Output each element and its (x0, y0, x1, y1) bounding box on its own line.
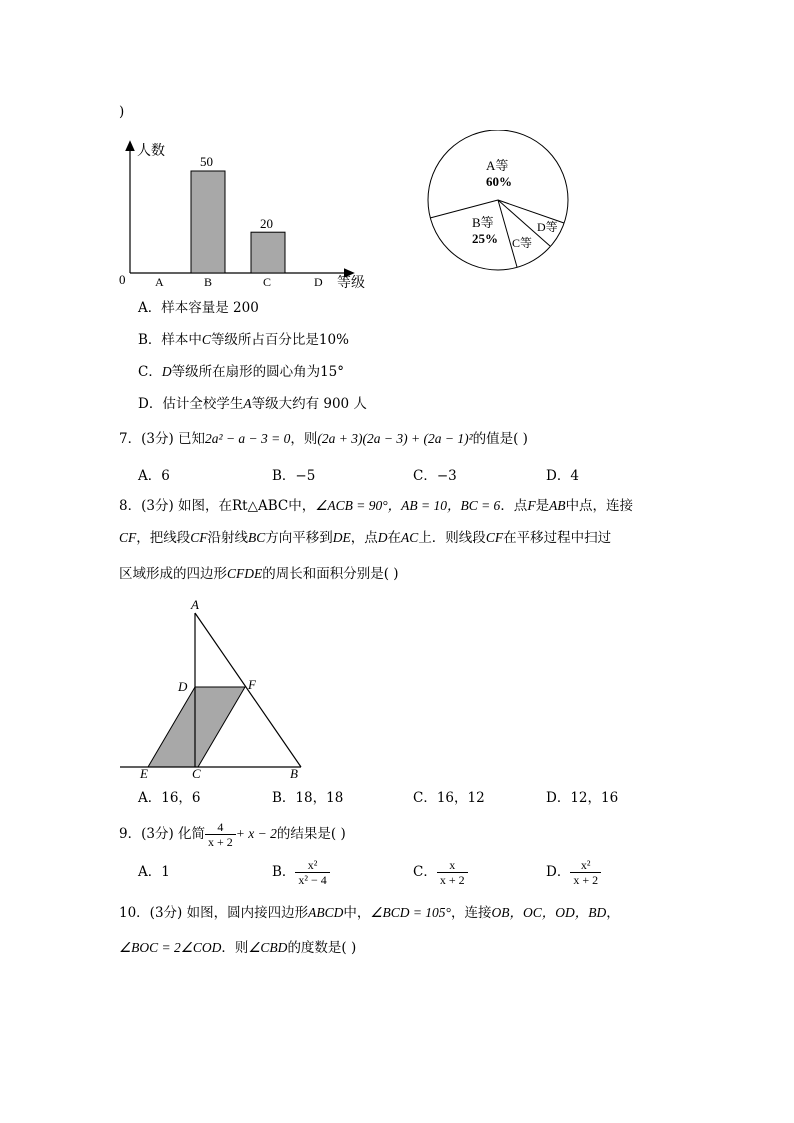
q8-l2-a: ，把线段 (136, 530, 191, 546)
q8-l2-f: 上．则线段 (418, 530, 486, 546)
q9-c-den: x + 2 (437, 872, 468, 887)
x-tick-b: B (204, 275, 213, 289)
q6-d-var: A (243, 396, 252, 411)
q7-stem (119, 429, 528, 449)
q9-stem-mid: + x − 2 (235, 826, 277, 841)
q8-l2-ac: AC (401, 530, 419, 545)
q10-l1-a: 中， (343, 905, 371, 921)
q9-stem (119, 819, 346, 849)
pie-label-d: D等 (537, 220, 558, 234)
point-d-label: D (178, 679, 188, 694)
q9-stem-pre: 9．(3分) 化简 (119, 826, 206, 842)
q7-option-d[interactable]: D．4 (546, 468, 579, 484)
q8-l2-g: 在平移过程中扫过 (503, 530, 612, 546)
point-c-label: C (192, 766, 201, 781)
q8-l3-cfde: CFDE (227, 566, 263, 581)
q10-l1-c: ， (606, 905, 620, 921)
q8-l1-is: 是 (535, 498, 550, 514)
q9-frac-num: 4 (217, 820, 224, 834)
q8-l2-de: DE (332, 530, 351, 545)
q6-b-post: 等级所占百分比是10% (210, 332, 349, 348)
q6-c-var: D (161, 364, 172, 379)
x-tick-c: C (263, 275, 272, 289)
q8-l2-b: 沿射线 (207, 530, 249, 546)
x-tick-d: D (314, 275, 323, 289)
q9-c-fraction (437, 858, 468, 887)
bar-c (251, 232, 285, 273)
x-tick-a: A (155, 275, 164, 289)
q8-l1-pre: 8．(3分) 如图，在Rt△ABC中， (119, 498, 316, 514)
q6-b-pre: B．样本中 (138, 332, 202, 348)
bar-value-label-b: 50 (200, 154, 213, 169)
q8-l2-e: 在 (387, 530, 402, 546)
q9-b-num: x² (307, 858, 318, 872)
q9-d-fraction (570, 858, 601, 887)
q8-l2-cf3: CF (485, 530, 504, 545)
q10-l1-b: ，连接 (450, 905, 492, 921)
pie-label-c: C等 (512, 236, 533, 250)
q7-stem-post: 的值是( ) (472, 431, 528, 447)
shaded-quadrilateral-cfde (148, 687, 245, 767)
pie-label-a: A等 (486, 158, 509, 173)
q6-option-a-text: A．样本容量是 200 (138, 300, 259, 316)
q6-d-post: 等级大约有 900 人 (251, 396, 367, 412)
q8-l1-mid: ．点 (500, 498, 528, 514)
q8-option-b[interactable]: B．18，18 (272, 790, 344, 806)
x-axis-label: 等级 (337, 276, 365, 291)
q9-d-den: x + 2 (570, 872, 601, 887)
q9-d-label: D． (546, 864, 571, 880)
q8-l1-ab: AB (549, 498, 566, 513)
q8-l3-b: 的周长和面积分别是( ) (262, 566, 399, 582)
point-b-label: B (290, 766, 298, 781)
q8-triangle-figure (115, 595, 315, 785)
bar-b (191, 171, 225, 273)
q8-l2-bc: BC (248, 530, 266, 545)
pie-chart (420, 130, 580, 280)
q7-option-a[interactable]: A．6 (138, 468, 170, 484)
q9-option-d[interactable] (546, 855, 601, 889)
q7-stem-pre: 7．(3分) 已知 (119, 431, 206, 447)
q8-stem-line-3 (119, 564, 399, 584)
pie-pct-b: 25% (472, 231, 498, 246)
q8-l1-math: ∠ACB = 90°，AB = 10，BC = 6 (315, 498, 501, 513)
origin-label: 0 (119, 272, 126, 287)
q7-option-b[interactable]: B．−5 (272, 468, 316, 484)
q8-l1-f: F (527, 498, 536, 513)
q6-c-pre: C． (138, 364, 162, 380)
q9-c-num: x (449, 858, 456, 872)
q10-stem-line-2 (119, 938, 356, 958)
q6-d-pre: D．估计全校学生 (138, 396, 244, 412)
q8-l2-c: 方向平移到 (265, 530, 333, 546)
q7-expression: (2a + 3)(2a − 3) + (2a − 1)² (317, 431, 473, 446)
q8-l2-d: ，点 (350, 530, 378, 546)
q10-stem-line-1 (119, 903, 620, 923)
q8-option-c[interactable]: C．16，12 (413, 790, 485, 806)
q8-l2-cf2: CF (190, 530, 208, 545)
pie-pct-a: 60% (486, 174, 512, 189)
continuation-paren: ) (119, 104, 125, 120)
bar-value-label-c: 20 (260, 216, 273, 231)
pie-label-b: B等 (472, 215, 494, 230)
q8-l3-a: 区域形成的四边形 (119, 566, 227, 582)
q10-l2-angle: ∠BOC = 2∠COD (119, 940, 222, 955)
q7-stem-mid: ，则 (290, 431, 318, 447)
q9-stem-post: 的结果是( ) (276, 826, 346, 842)
q8-stem-line-1 (119, 496, 633, 516)
point-f-label: F (248, 677, 256, 692)
q9-c-label: C． (413, 864, 437, 880)
y-axis-label: 人数 (137, 144, 165, 159)
q10-l1-angle: ∠BCD = 105° (370, 905, 451, 920)
q10-l2-angle2: ∠CBD (248, 940, 288, 955)
q6-option-c[interactable] (138, 362, 344, 382)
q6-option-d[interactable] (138, 394, 367, 414)
q10-l2-a: ．则 (221, 940, 249, 956)
q10-l2-b: 的度数是( ) (287, 940, 357, 956)
q8-l2-cf: CF (119, 530, 137, 545)
q8-option-d[interactable]: D．12，16 (546, 790, 619, 806)
q9-b-fraction (295, 858, 329, 887)
q7-option-c[interactable]: C．−3 (413, 468, 457, 484)
q10-l1-segs: OB，OC，OD，BD (491, 905, 607, 920)
q9-b-den: x² − 4 (295, 872, 329, 887)
q9-b-label: B． (272, 864, 296, 880)
q6-option-a[interactable] (138, 298, 259, 318)
q8-option-a[interactable]: A．16，6 (138, 790, 201, 806)
q8-stem-line-2 (119, 528, 611, 548)
q9-fraction (205, 820, 236, 849)
q6-option-b[interactable] (138, 330, 349, 350)
q10-l1-abcd: ABCD (308, 905, 344, 920)
q7-equation-1: 2a² − a − 3 = 0 (205, 431, 291, 446)
point-e-label: E (140, 766, 148, 781)
q6-b-var: C (201, 332, 211, 347)
q9-frac-den: x + 2 (205, 834, 236, 849)
q9-option-c[interactable] (413, 855, 468, 889)
q6-c-post: 等级所在扇形的圆心角为15° (171, 364, 345, 380)
q10-l1-pre: 10．(3分) 如图，圆内接四边形 (119, 905, 309, 921)
q8-l2-dpt: D (377, 530, 388, 545)
bar-chart (110, 135, 380, 295)
q8-l1-post: 中点，连接 (565, 498, 634, 514)
q9-d-num: x² (580, 858, 591, 872)
point-a-label: A (191, 597, 199, 612)
q9-option-b[interactable] (272, 855, 330, 889)
q9-option-a[interactable]: A．1 (138, 864, 170, 880)
